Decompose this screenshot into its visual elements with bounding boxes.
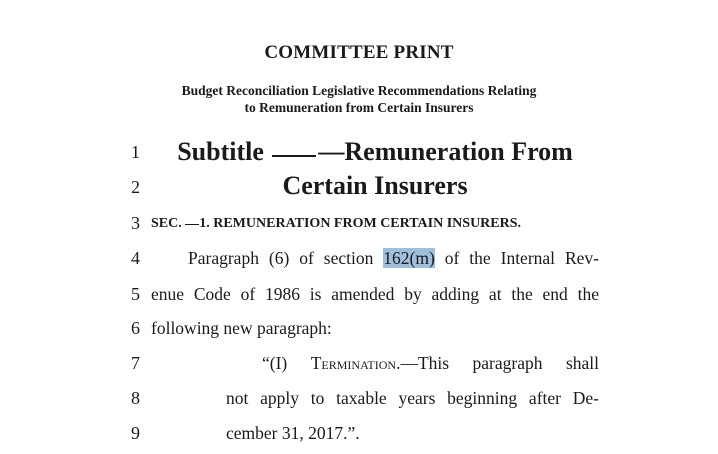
body-line-5: enue Code of 1986 is amended by adding at the end the [151, 284, 599, 304]
highlighted-citation[interactable]: 162(m) [383, 248, 435, 268]
body-line-9: cember 31, 2017.”. [226, 423, 360, 443]
body-line-7 [262, 353, 599, 374]
line-number: 9 [131, 423, 140, 443]
section-heading [151, 216, 521, 232]
body-text: Paragraph (6) of section [188, 248, 384, 268]
subtitle-heading-line-2: Certain Insurers [282, 171, 468, 200]
subtitle-heading-line-1 [150, 137, 600, 167]
body-text: .—This paragraph shall [396, 353, 599, 373]
line-number: 2 [131, 177, 140, 197]
committee-print-heading: COMMITTEE PRINT [264, 42, 454, 63]
subtitle-blank [272, 155, 316, 157]
body-line-6: following new paragraph: [151, 318, 332, 338]
section-prefix: SEC. [151, 216, 186, 231]
line-number: 1 [131, 142, 140, 162]
paragraph-open: “(I) [262, 353, 311, 373]
paragraph-heading: Termination [310, 353, 397, 373]
line-number: 4 [131, 248, 140, 268]
line-number: 3 [131, 213, 140, 233]
line-number: 8 [131, 388, 140, 408]
subheading-line-1: Budget Reconciliation Legislative Recommendations Relating [181, 83, 537, 98]
subheading-line-2: to Remuneration from Certain Insurers [244, 100, 474, 115]
body-line-4 [188, 248, 599, 269]
line-number: 5 [131, 284, 140, 304]
subtitle-label: Subtitle [177, 137, 271, 166]
body-line-8: not apply to taxable years beginning after De- [226, 388, 599, 408]
section-title: 1. REMUNERATION FROM CERTAIN INSURERS. [199, 216, 522, 231]
section-blank [185, 224, 199, 225]
line-number: 7 [131, 353, 140, 373]
line-number: 6 [131, 318, 140, 338]
committee-print-subheading [0, 82, 718, 116]
subtitle-title: —Remuneration From [318, 137, 573, 166]
body-text: of the Internal Rev- [434, 248, 599, 268]
